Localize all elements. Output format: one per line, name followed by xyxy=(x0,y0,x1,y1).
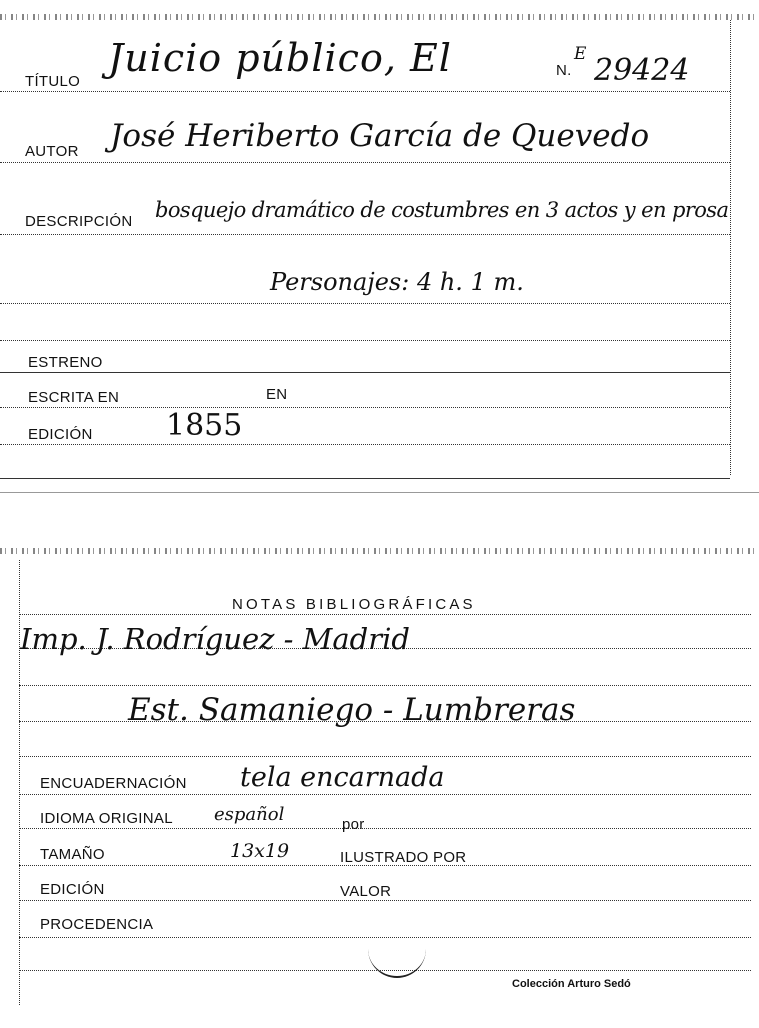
value-idioma: español xyxy=(214,804,285,825)
rule-line xyxy=(19,794,751,795)
label-titulo: TÍTULO xyxy=(25,73,81,90)
label-estreno: ESTRENO xyxy=(28,354,103,371)
value-num-prefix: E xyxy=(574,44,587,64)
label-num: N. xyxy=(556,62,572,79)
rule-line xyxy=(0,478,730,479)
label-descripcion: DESCRIPCIÓN xyxy=(25,213,133,230)
rule-line xyxy=(0,372,730,373)
note-imprenta: Imp. J. Rodríguez - Madrid xyxy=(20,622,410,656)
label-en: EN xyxy=(266,386,288,403)
label-autor: AUTOR xyxy=(25,143,79,160)
rule-line xyxy=(0,162,730,163)
rule-line xyxy=(0,303,730,304)
label-ilustrado: ILUSTRADO POR xyxy=(340,849,467,866)
catalog-card-front xyxy=(0,0,759,495)
rule-line xyxy=(0,91,730,92)
label-encuadernacion: ENCUADERNACIÓN xyxy=(40,775,187,792)
value-num: 29424 xyxy=(594,53,690,88)
rule-line xyxy=(19,937,751,938)
label-por: por xyxy=(342,816,365,833)
card-right-border xyxy=(730,20,731,475)
card-top-edge xyxy=(0,548,759,554)
rule-line xyxy=(19,828,751,829)
value-autor: José Heriberto García de Quevedo xyxy=(110,118,650,154)
punch-hole xyxy=(368,940,426,978)
value-edicion: 1855 xyxy=(166,408,243,443)
card-bottom-edge xyxy=(0,492,759,493)
rule-line xyxy=(19,900,751,901)
value-encuadernacion: tela encarnada xyxy=(240,762,445,793)
notes-heading: NOTAS BIBLIOGRÁFICAS xyxy=(232,596,476,613)
label-procedencia: PROCEDENCIA xyxy=(40,916,154,933)
label-valor: VALOR xyxy=(340,883,392,900)
value-tamano: 13x19 xyxy=(230,840,290,862)
label-escrita-en: ESCRITA EN xyxy=(28,389,120,406)
label-idioma: IDIOMA ORIGINAL xyxy=(40,810,173,827)
note-estampa: Est. Samaniego - Lumbreras xyxy=(128,692,576,728)
rule-line xyxy=(19,614,751,615)
rule-line xyxy=(0,444,730,445)
value-descripcion-1: bosquejo dramático de costumbres en 3 actos y en prosa xyxy=(155,198,729,222)
rule-line xyxy=(0,340,730,341)
label-edicion-2: EDICIÓN xyxy=(40,881,105,898)
rule-line xyxy=(19,685,751,686)
label-tamano: TAMAÑO xyxy=(40,846,105,863)
value-descripcion-2: Personajes: 4 h. 1 m. xyxy=(270,268,524,296)
rule-line xyxy=(0,234,730,235)
card-top-edge xyxy=(0,14,759,20)
rule-line xyxy=(19,756,751,757)
value-titulo: Juicio público, El xyxy=(108,36,452,80)
rule-line xyxy=(0,407,730,408)
label-edicion: EDICIÓN xyxy=(28,426,93,443)
catalog-card-back xyxy=(0,540,759,1028)
collection-credit: Colección Arturo Sedó xyxy=(512,978,631,990)
